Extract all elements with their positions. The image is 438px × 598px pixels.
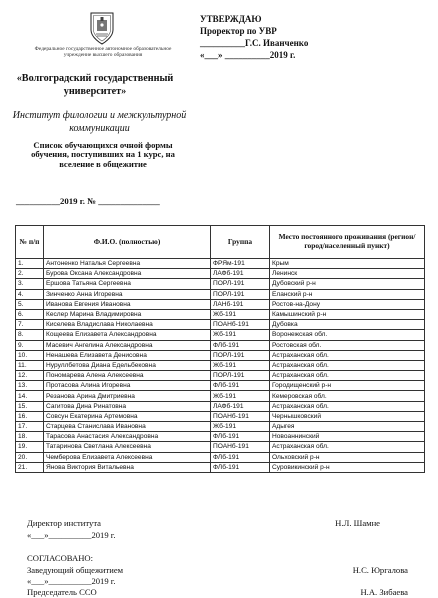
student-residence: Ростов-на-Дону [270,299,425,309]
row-number: 20. [16,452,44,462]
row-number: 14. [16,391,44,401]
council-chair-label: Председатель ССО [27,587,97,597]
student-group: ПОРЛ-191 [211,371,270,381]
header-residence: Место постоянного проживания (регион/город/населенный пункт) [270,226,425,259]
row-number: 17. [16,422,44,432]
student-residence: Ростовская обл. [270,340,425,350]
student-residence: Крым [270,259,425,269]
row-number: 10. [16,350,44,360]
student-residence: Городищенский р-н [270,381,425,391]
row-number: 11. [16,360,44,370]
student-group: ФЛб-191 [211,432,270,442]
student-residence: Ольховский р-н [270,452,425,462]
student-name: Бурова Оксана Александровна [44,269,211,279]
student-group: Жб-191 [211,330,270,340]
institute-name: Институт филологии и межкультурной коммуникации [12,110,187,134]
student-residence: Суровикинский р-н [270,462,425,472]
student-group: Жб-191 [211,360,270,370]
student-name: Янова Виктория Витальевна [44,462,211,472]
student-group: ЛАНб-191 [211,299,270,309]
row-number: 1. [16,259,44,269]
student-residence: Воронежская обл. [270,330,425,340]
header-number: № п/п [16,226,44,259]
student-group: Жб-191 [211,391,270,401]
director-date: «___»__________2019 г. [27,530,116,540]
student-residence: Дубовский р-н [270,279,425,289]
student-name: Ненашева Елизавета Денисовна [44,350,211,360]
dorm-manager-date: «___»__________2019 г. [27,576,116,586]
table-row [16,452,425,462]
student-group: ФЛб-191 [211,452,270,462]
student-group: ПОАНб-191 [211,411,270,421]
row-number: 5. [16,299,44,309]
header-full-name: Ф.И.О. (полностью) [44,226,211,259]
student-name: Ершова Татьяна Сергеевна [44,279,211,289]
student-residence: Адыгея [270,422,425,432]
student-residence: Астраханская обл. [270,442,425,452]
student-name: Протасова Алина Игоревна [44,381,211,391]
table-row [16,269,425,279]
student-name: Старцева Станислава Ивановна [44,422,211,432]
student-name: Масевич Ангелина Александровна [44,340,211,350]
student-residence: Кемеровская обл. [270,391,425,401]
student-group: ПОРЛ-191 [211,350,270,360]
student-residence: Астраханская обл. [270,350,425,360]
student-group: ПОРЛ-191 [211,279,270,289]
agreed-heading: СОГЛАСОВАНО: [27,553,94,563]
document-date-number: __________2019 г. № ______________ [16,196,160,206]
dorm-manager-label: Заведующий общежитием [27,565,124,575]
row-number: 3. [16,279,44,289]
row-number: 15. [16,401,44,411]
director-label: Директор института [27,518,101,528]
table-row [16,391,425,401]
table-row [16,371,425,381]
student-name: Сагитова Дина Ринатовна [44,401,211,411]
row-number: 16. [16,411,44,421]
row-number: 13. [16,381,44,391]
table-row [16,442,425,452]
student-group: ЛАФб-191 [211,401,270,411]
student-name: Кеслер Марина Владимировна [44,309,211,319]
row-number: 6. [16,309,44,319]
approval-date: «___» __________2019 г. [200,50,296,60]
row-number: 8. [16,330,44,340]
student-residence: Еланский р-н [270,289,425,299]
table-row [16,320,425,330]
table-header-row [16,226,425,259]
student-name: Татаринова Светлана Алексеевна [44,442,211,452]
student-name: Совсун Екатерина Артемовна [44,411,211,421]
row-number: 9. [16,340,44,350]
row-number: 4. [16,289,44,299]
table-row [16,411,425,421]
university-name: «Волгоградский государственный университет» [16,73,174,97]
student-group: ФЛб-191 [211,381,270,391]
student-residence: Астраханская обл. [270,371,425,381]
council-chair-name: Н.А. Зибаева [360,587,408,597]
document-title: Список обучающихся очной формы обучения, поступивших на 1 курс, на вселение в общежитие [31,140,175,169]
student-group: Жб-191 [211,309,270,319]
federal-institution-text: Федеральное государственное автономное образовательное учреждение высшего образования [34,46,172,59]
table-row [16,340,425,350]
table-row [16,279,425,289]
table-row [16,330,425,340]
row-number: 19. [16,442,44,452]
student-group: ФРЯм-191 [211,259,270,269]
student-name: Киселева Владислава Николаевна [44,320,211,330]
student-group: ФЛб-191 [211,462,270,472]
row-number: 2. [16,269,44,279]
student-name: Тарасова Анастасия Александровна [44,432,211,442]
student-name: Пономарева Алена Алексеевна [44,371,211,381]
student-residence: Камышинский р-н [270,309,425,319]
student-name: Нуруллбетова Диана Едельбековна [44,360,211,370]
table-row [16,289,425,299]
student-name: Чемберова Елизавета Алексеевна [44,452,211,462]
student-group: ПОАНб-191 [211,320,270,330]
student-group: ПОРЛ-191 [211,289,270,299]
approval-signature: __________Г.С. Иванченко [200,38,309,48]
approval-block [200,13,400,61]
student-group: Жб-191 [211,422,270,432]
table-row [16,381,425,391]
approval-position: Проректор по УВР [200,26,277,36]
student-residence: Новоаннинский [270,432,425,442]
students-table [15,225,425,473]
table-row [16,401,425,411]
table-row [16,299,425,309]
table-row [16,360,425,370]
row-number: 18. [16,432,44,442]
table-row [16,422,425,432]
dorm-manager-name: Н.С. Юргалова [352,565,408,575]
university-crest-icon [88,10,116,46]
table-row [16,309,425,319]
table-row [16,259,425,269]
student-group: ПОАНб-191 [211,442,270,452]
director-name: Н.Л. Шамне [335,518,380,528]
student-residence: Астраханская обл. [270,360,425,370]
student-name: Кощеева Елизавета Александровна [44,330,211,340]
row-number: 12. [16,371,44,381]
table-row [16,350,425,360]
table-row [16,462,425,472]
student-residence: Ленинск [270,269,425,279]
student-residence: Чернышковский [270,411,425,421]
header-group: Группа [211,226,270,259]
approval-heading: УТВЕРЖДАЮ [200,14,262,24]
table-row [16,432,425,442]
student-group: ЛАФб-191 [211,269,270,279]
student-name: Иванова Евгения Ивановна [44,299,211,309]
student-group: ФЛб-191 [211,340,270,350]
row-number: 7. [16,320,44,330]
student-name: Резанова Арина Дмитриевна [44,391,211,401]
student-residence: Дубовка [270,320,425,330]
student-residence: Астраханская обл. [270,401,425,411]
student-name: Зинченко Анна Игоревна [44,289,211,299]
row-number: 21. [16,462,44,472]
student-name: Антоненко Наталья Сергеевна [44,259,211,269]
